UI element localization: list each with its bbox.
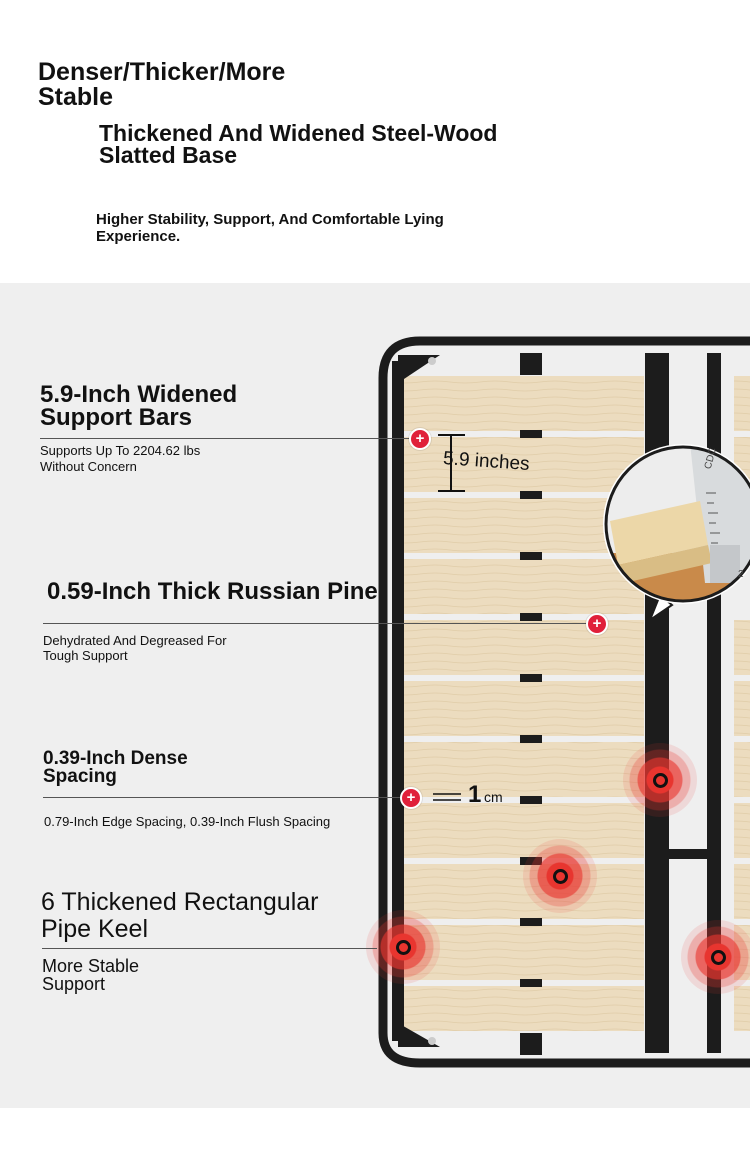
feature-title: 0.59-Inch Thick Russian Pine xyxy=(47,578,378,605)
corner-bolt xyxy=(428,357,436,365)
hotspot-plus-icon[interactable]: + xyxy=(586,613,608,635)
gap-number: 1 xyxy=(468,781,482,808)
caliper-brand: CDC xyxy=(702,446,719,471)
footer-spacer xyxy=(0,1108,750,1161)
feature-russian-pine xyxy=(47,579,407,605)
keel-pulse-dot xyxy=(681,920,750,994)
feature-description: 0.79-Inch Edge Spacing, 0.39-Inch Flush Spacing xyxy=(44,814,331,829)
leader-line xyxy=(42,948,377,949)
section-heading: Denser/Thicker/More Stable xyxy=(38,58,286,111)
feature-title: 6 Thickened Rectangular Pipe Keel xyxy=(41,888,319,943)
gap-unit: cm xyxy=(484,789,503,805)
keel-pulse-dot xyxy=(623,743,697,817)
feature-title: 0.39-Inch Dense Spacing xyxy=(43,748,188,787)
corner-bolt xyxy=(428,1037,436,1045)
bed-base-panel xyxy=(0,283,750,1108)
feature-description: Supports Up To 2204.62 lbs Without Concern xyxy=(40,443,201,474)
feature-support-bars xyxy=(40,383,300,475)
intro-section xyxy=(0,0,750,283)
keel-pulse-dot xyxy=(366,910,440,984)
keel-pulse-dot xyxy=(523,839,597,913)
bar-width-label: 5.9 inches xyxy=(442,448,531,475)
feature-description: Dehydrated And Degreased For Tough Support xyxy=(43,633,227,663)
leader-line xyxy=(43,623,589,624)
section-tagline: Higher Stability, Support, And Comfortable Lying Experience. xyxy=(96,211,444,245)
feature-description: More Stable Support xyxy=(42,956,140,994)
section-subheading: Thickened And Widened Steel-Wood Slatted Base xyxy=(99,120,498,168)
feature-dense-spacing xyxy=(43,750,243,786)
feature-pipe-keel xyxy=(41,889,341,943)
hotspot-plus-icon[interactable]: + xyxy=(400,787,422,809)
hotspot-plus-icon[interactable]: + xyxy=(409,428,431,450)
feature-title: 5.9-Inch Widened Support Bars xyxy=(40,381,238,431)
leader-line xyxy=(43,797,403,798)
caliper-digit: 2 xyxy=(738,569,744,580)
